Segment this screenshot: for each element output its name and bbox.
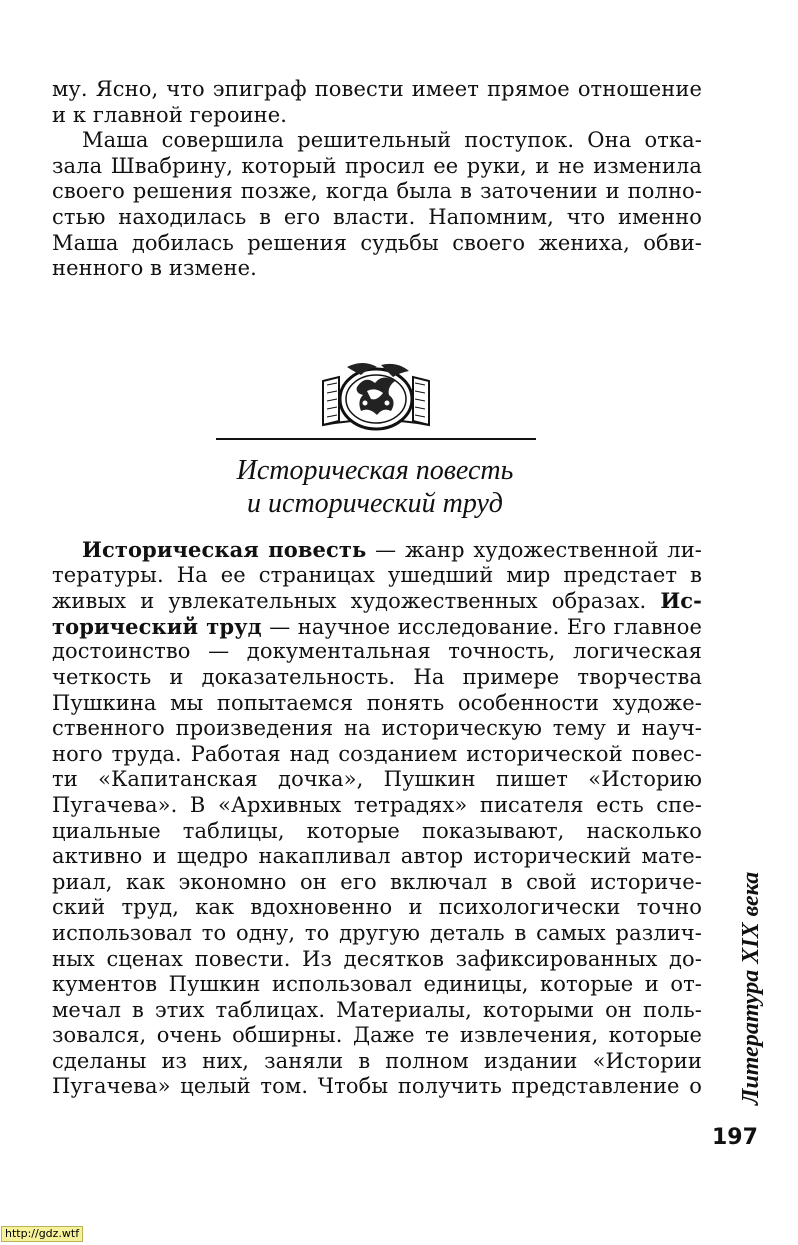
term-historical-story: Историческая повесть [82,537,367,562]
text-line: активно и щедро накапливал автор исторический мате- [52,844,702,869]
text-line: ненного в измене. [52,256,257,281]
section-divider [216,438,536,440]
text-line: мечал в этих таблицах. Материалы, которыми он поль- [52,997,702,1022]
text-line: ных сценах повести. Из десятков зафиксированных до- [52,946,702,971]
text-line [52,1126,702,1152]
paragraph-1 [52,77,702,128]
text-line: Маша совершила решительный поступок. Она отка- [82,128,702,153]
text-line: му. Ясно, что эпиграф повести имеет прямое отношение [52,77,702,101]
section-heading-line-1: Историческая повесть [236,455,514,486]
text-line: Пушкина мы попытаемся понять особенности художе- [52,690,702,715]
book-vignette-icon [317,357,435,433]
text-line: использовал то одну, то другую деталь в самых различ- [52,920,702,945]
text-line: и к главной героине. [52,102,288,127]
page-number: 197 [712,1125,758,1150]
text-line: своего решения позже, когда была в заточении и полно- [52,179,702,204]
text-line: кументов Пушкин использовал единицы, которые и от- [52,972,702,997]
text-line [52,614,702,640]
text-line: ский труд, как вдохновенно и психологически точно [52,895,702,920]
text-line: ти «Капитанская дочка», Пушкин пишет «Историю [52,767,702,792]
running-section-title: Литература XIX века [738,871,764,1105]
text-fragment: — жанр художественной ли- [366,538,703,562]
text-line: зовался, очень обширны. Даже те извлечения, которые [52,1023,702,1048]
text-line: зала Швабрину, который просил ее руки, и не изменила [52,153,702,178]
text-fragment: живых и увлекательных художественных образах. [52,589,661,614]
term-historical-work-part: Ис- [660,588,702,614]
term-historical-work-part: торический труд [52,613,262,639]
text-line: достоинство — документальная точность, логическая [52,639,702,664]
text-block-top [52,77,702,282]
text-line: Пугачева». В «Архивных тетрадях» писателя есть спе- [52,792,702,817]
text-line: стью находилась в его власти. Напомним, что именно [52,204,702,229]
text-fragment: — научное исследование. Его главное [261,614,703,639]
paragraph-2 [52,128,702,282]
watermark-link[interactable]: http://gdz.wtf [1,1226,83,1242]
text-line: циальные таблицы, которые показывают, насколько [52,818,702,843]
text-line: ного труда. Работая над созданием исторической повес- [52,741,702,766]
text-line [52,1100,702,1126]
text-line: риал, как экономно он его включал в свой историче- [52,869,702,894]
text-line [52,537,702,563]
text-line: тературы. На ее страницах ушедший мир предстает в [52,562,702,587]
text-line [52,588,702,614]
text-line [52,1151,702,1177]
text-line: ственного произведения на историческую тему и науч- [52,716,702,741]
text-line: сделаны из них, заняли в полном издании «Истории [52,1048,702,1073]
text-line: Пугачева» целый том. Чтобы получить представление о [52,1074,702,1099]
paragraph-3 [52,537,702,1177]
text-line: четкость и доказательность. На примере творчества [52,664,702,689]
text-line: Маша добилась решения судьбы своего жениха, обви- [52,230,702,255]
section-heading-line-2: и исторический труд [247,488,503,519]
